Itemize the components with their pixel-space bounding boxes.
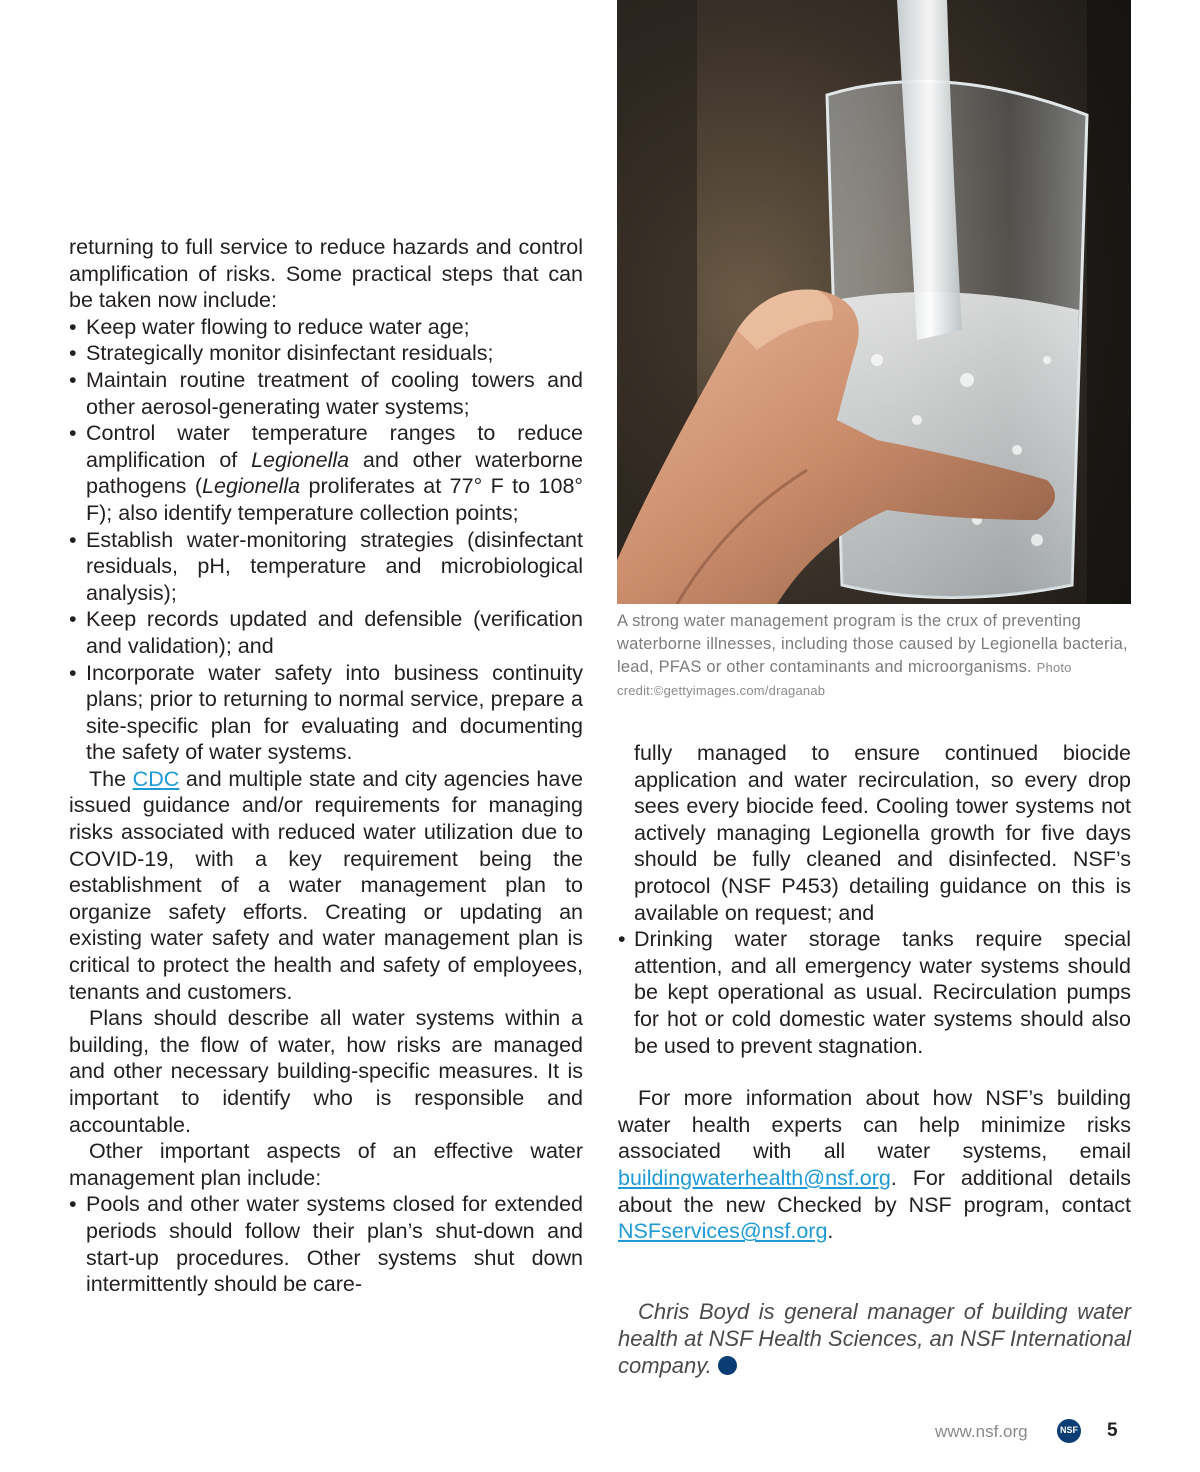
footer-url[interactable]: www.nsf.org (935, 1422, 1028, 1441)
list-item (69, 367, 583, 420)
bullet-text: fully managed to ensure continued biocide application and water recirculation, so every drop sees every biocide feed. Cooling tower systems not actively managing Legionella growth for five days should be fully cleaned and disinfected. NSF’s protocol (NSF P453) detailing guidance on this is available on request; and (634, 741, 1131, 925)
bullet-text: Keep water flowing to reduce water age; (86, 314, 470, 339)
nsf-logo-text: NSF (1060, 1425, 1078, 1435)
legionella-italic: Legionella (251, 447, 350, 472)
bullet: • (69, 607, 77, 632)
bullet-text: Strategically monitor disinfectant residuals; (86, 341, 494, 366)
water-glass-photo (617, 0, 1131, 604)
nsf-logo-text: NSF (739, 1360, 756, 1370)
list-item (69, 340, 583, 367)
photo-credit: Photo credit:©gettyimages.com/draganab (617, 660, 1072, 698)
bullet-text: proliferates at 77° F to 108° F); also identify temperature collection points; (86, 474, 583, 525)
more-info-paragraph (618, 1085, 1131, 1245)
caption-text: A strong water management program is the crux of preventing waterborne illnesses, including those caused by Legionella bacteria, lead, PFAS or other contaminants and microorganisms. (617, 612, 1128, 676)
spacer (618, 1059, 1131, 1085)
bullet: • (69, 367, 77, 392)
cdc-paragraph (69, 766, 583, 1005)
text: . For additional details about the new Checked by NSF program, contact (618, 1165, 1131, 1217)
water-glass-illustration (617, 0, 1131, 604)
bullet-text: and other waterborne pathogens ( (86, 447, 583, 499)
legionella-italic: Legionella (202, 474, 301, 499)
nsf-logo-icon (1057, 1419, 1081, 1443)
cdc-link[interactable]: CDC (132, 766, 180, 791)
text: . (827, 1219, 834, 1244)
text: For more information about how NSF’s building water health experts can help minimize risks associated with all water systems, email (618, 1086, 1131, 1164)
other-aspects-paragraph: Other important aspects of an effective water management plan include: (69, 1139, 583, 1190)
bullet: • (69, 341, 77, 366)
text: and multiple state and city agencies have issued guidance and/or requirements for managing risks associated with reduced water utilization due to COVID-19, with a key requirement being the establishment of a water management plan to organize safety efforts. Creating or updating an existing water safety and water management plan is critical to protect the health and safety of employees, tenants and customers. (69, 766, 583, 1004)
bullet: • (69, 1192, 77, 1217)
plans-paragraph: Plans should describe all water systems within a building, the flow of water, how risks are managed and other necessary building-specific measures. It is important to identify who is responsible and accountable. (69, 1006, 583, 1137)
list-item-continuation (618, 740, 1131, 926)
photo-caption (617, 610, 1131, 702)
bullet: • (69, 660, 77, 685)
page-number: 5 (1107, 1420, 1118, 1441)
list-item (69, 660, 583, 766)
bullet-text: Control water temperature ranges to reduce amplification of (86, 421, 583, 472)
list-item (618, 926, 1131, 1059)
nsf-logo-icon (718, 1356, 756, 1375)
bullet-text: Keep records updated and defensible (verification and validation); and (86, 607, 583, 658)
intro-paragraph: returning to full service to reduce hazards and control amplification of risks. Some practical steps that can be taken now include: (69, 235, 583, 313)
bio-text: Chris Boyd is general manager of building water health at NSF Health Sciences, an NSF International company. (618, 1298, 1131, 1378)
spacer (618, 1245, 1131, 1298)
bullet: • (69, 527, 77, 552)
author-bio (618, 1298, 1131, 1379)
list-item (69, 314, 583, 341)
bullet: • (69, 421, 77, 446)
bullet-text: Pools and other water systems closed for extended periods should follow their plan’s shut-down and start-up procedures. Other systems shut down intermittently should be care- (86, 1192, 583, 1297)
bullet-text: Establish water-monitoring strategies (disinfectant residuals, pH, temperature and microbiological analysis); (86, 527, 583, 605)
bullet-text: Drinking water storage tanks require special attention, and all emergency water systems should be kept operational as usual. Recirculation pumps for hot or cold domestic water systems should also be used to prevent stagnation. (634, 927, 1131, 1058)
list-item (69, 420, 583, 526)
bullet: • (618, 927, 626, 952)
nsf-services-email-link[interactable]: NSFservices@nsf.org (618, 1219, 828, 1244)
bullet-text: Maintain routine treatment of cooling towers and other aerosol-generating water systems; (86, 367, 583, 419)
list-item (69, 1191, 583, 1297)
text: The (89, 766, 133, 791)
list-item (69, 527, 583, 607)
bullet: • (69, 314, 77, 339)
bullet-text: Incorporate water safety into business continuity plans; prior to returning to normal service, prepare a site-specific plan for evaluating and documenting the safety of water systems. (86, 660, 583, 765)
right-column (618, 740, 1131, 1379)
building-water-health-email-link[interactable]: buildingwaterhealth@nsf.org (618, 1165, 891, 1190)
list-item (69, 606, 583, 659)
left-column (69, 234, 583, 1298)
